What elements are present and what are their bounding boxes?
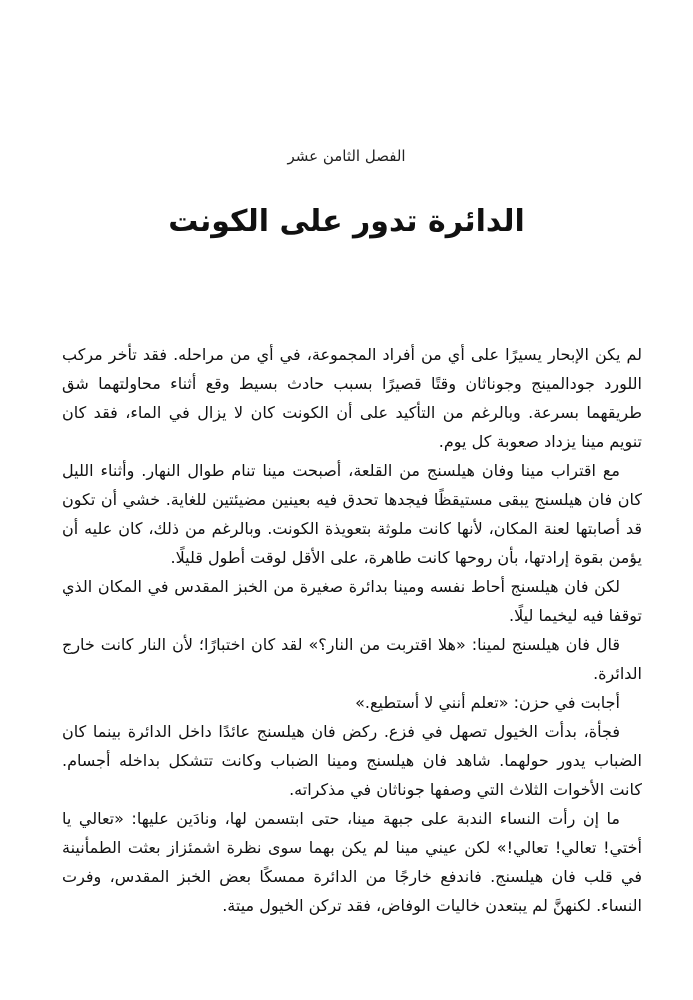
- paragraph: فجأة، بدأت الخيول تصهل في فزع. ركض فان هيلسنج عائدًا داخل الدائرة بينما كان الضباب يدور حولهما. شاهد فان هيلسنج ومينا الضباب وكانت تتشكل بداخله أجسام. كانت الأخوات الثلاث التي وصفها جوناثان في مذكراته.: [62, 722, 642, 799]
- paragraph: ما إن رأت النساء الندبة على جبهة مينا، حتى ابتسمن لها، ونادَين عليها: «تعالي يا أختي! تعالي! تعالي!» لكن عيني مينا لم يكن بهما سوى نظرة اشمئزاز بعثت الطمأنينة في قلب فان هيلسنج. فاندفع خارجًا من الدائرة ممسكًا بعض الخبز المقدس، وفرت النساء. لكنهنَّ لم يبتعدن خاليات الوفاض، فقد تركن الخيول ميتة.: [62, 809, 642, 915]
- paragraph: أجابت في حزن: «تعلم أنني لا أستطيع.»: [355, 693, 620, 712]
- paragraph: لكن فان هيلسنج أحاط نفسه ومينا بدائرة صغيرة من الخبز المقدس في المكان الذي توقفا فيه ليخيما ليلًا.: [62, 577, 642, 625]
- chapter-body: [62, 340, 642, 920]
- chapter-number-label: الفصل الثامن عشر: [287, 147, 406, 165]
- paragraph: قال فان هيلسنج لمينا: «هلا اقتربت من النار؟» لقد كان اختبارًا؛ لأن النار كانت خارج الدائرة.: [62, 635, 642, 683]
- paragraph: مع اقتراب مينا وفان هيلسنج من القلعة، أصبحت مينا تنام طوال النهار. وأثناء الليل كان فان هيلسنج يبقى مستيقظًا فيجدها تحدق فيه بعينين مضيئتين للغاية. خشي أن تكون قد أصابتها لعنة المكان، لأنها كانت ملوثة بتعويذة الكونت. وبالرغم من ذلك، كان عليه أن يؤمن بقوة إرادتها، بأن روحها كانت طاهرة، على الأقل لوقت أطول قليلًا.: [62, 461, 642, 567]
- chapter-title: الدائرة تدور على الكونت: [168, 204, 525, 239]
- paragraph: لم يكن الإبحار يسيرًا على أي من أفراد المجموعة، في أي من مراحله. فقد تأخر مركب اللورد جودالمينج وجوناثان وقتًا قصيرًا بسبب حادث بسيط وقع أثناء محاولتهما شق طريقهما بسرعة. وبالرغم من التأكيد على أن الكونت كان لا يزال في الماء، فقد كان تنويم مينا يزداد صعوبة كل يوم.: [62, 345, 642, 451]
